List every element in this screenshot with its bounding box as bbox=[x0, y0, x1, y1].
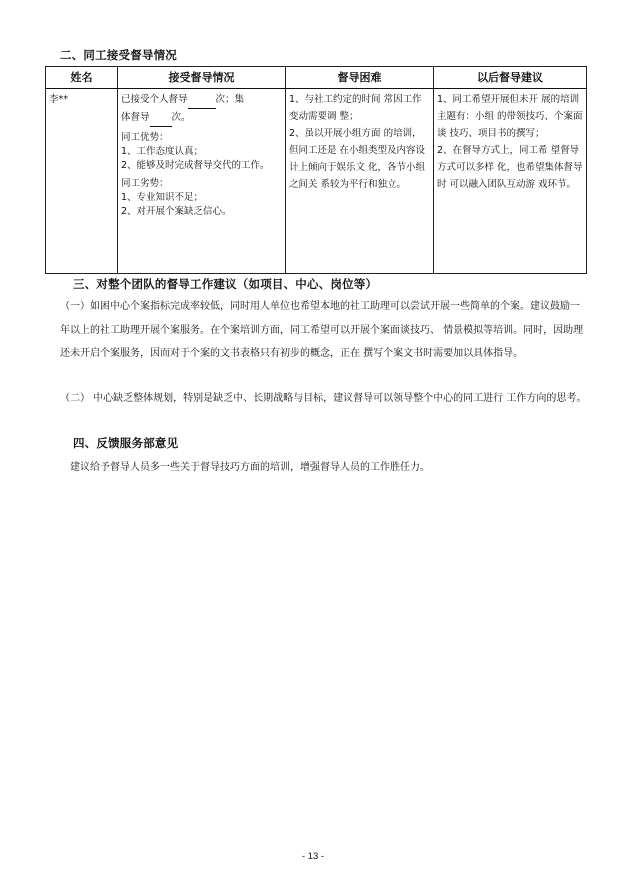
advantages-title: 同工优势： bbox=[121, 132, 169, 143]
suggestion-item: 2、在督导方式上，同工希 望督导方式可以多样 化，也希望集体督导时 可以融入团队互动游 戏环节。 bbox=[437, 145, 583, 190]
page-number: - 13 - bbox=[301, 851, 325, 862]
advantage-item: 2、能够及时完成督导交代的工作。 bbox=[121, 160, 270, 171]
disadvantage-item: 1、专业知识不足； bbox=[121, 192, 204, 203]
cell-difficulties bbox=[286, 89, 434, 274]
supervision-count-line2 bbox=[121, 109, 282, 127]
header-name: 姓名 bbox=[46, 67, 118, 89]
suggestion-item: 1、同工希望开展但未开 展的培训主题有：小组 的带领技巧、个案面谈 技巧、项目书的撰写； bbox=[437, 94, 583, 139]
difficulty-item: 1、与社工约定的时间 常因工作变动需要调 整； bbox=[289, 94, 422, 122]
difficulty-item: 2、虽以开展小组方面 的培训，但同工还是 在小组类型及内容设 计上倾向于娱乐文 化，各节小组之间关 系较为平行和独立。 bbox=[289, 128, 426, 190]
section2-title: 二、同工接受督导情况 bbox=[60, 48, 177, 62]
cell-name: 李** bbox=[46, 89, 118, 274]
group-suffix: 次。 bbox=[171, 112, 191, 123]
group-blank bbox=[150, 109, 172, 127]
individual-label: 已接受个人督导 bbox=[121, 94, 188, 105]
table-header-row bbox=[46, 67, 587, 89]
table-row bbox=[46, 89, 587, 274]
header-suggestions: 以后督导建议 bbox=[434, 67, 587, 89]
supervision-count-line1 bbox=[121, 91, 282, 109]
paragraph-1: （一）如困中心个案指标完成率较低，同时用人单位也希望本地的社工助理可以尝试开展一些简单的个案。建议鼓励一年以上的社工助理开展个案服务。在个案培训方面，同工希望可以开展个案面谈技巧、 情景模拟等培训。同时，因助理还未开启个案服务，因而对于个案的文书表格只有初步的概念，正在 撰写个案文书时需要加以具体指导。 bbox=[60, 301, 584, 359]
supervision-table bbox=[45, 66, 587, 274]
section4-title: 四、反馈服务部意见 bbox=[73, 436, 179, 450]
header-supervision-status: 接受督导情况 bbox=[118, 67, 286, 89]
paragraph-3: 建议给予督导人员多一些关于督导技巧方面的培训，增强督导人员的工作胜任力。 bbox=[70, 462, 430, 473]
header-difficulties: 督导困难 bbox=[286, 67, 434, 89]
disadvantage-item: 2、对开展个案缺乏信心。 bbox=[121, 206, 232, 217]
paragraph-2: （二） 中心缺乏整体规划，特别是缺乏中、长期战略与目标，建议督导可以领导整个中心的同工进行 工作方向的思考。 bbox=[60, 393, 587, 404]
individual-suffix: 次；集 bbox=[215, 94, 245, 105]
advantage-item: 1、工作态度认真； bbox=[121, 146, 204, 157]
cell-supervision-status bbox=[118, 89, 286, 274]
group-label: 体督导 bbox=[121, 112, 150, 123]
cell-suggestions bbox=[434, 89, 587, 274]
section3-title: 三、对整个团队的督导工作建议（如项目、中心、岗位等） bbox=[73, 277, 378, 291]
individual-blank bbox=[188, 91, 216, 109]
disadvantages-title: 同工劣势： bbox=[121, 178, 169, 189]
